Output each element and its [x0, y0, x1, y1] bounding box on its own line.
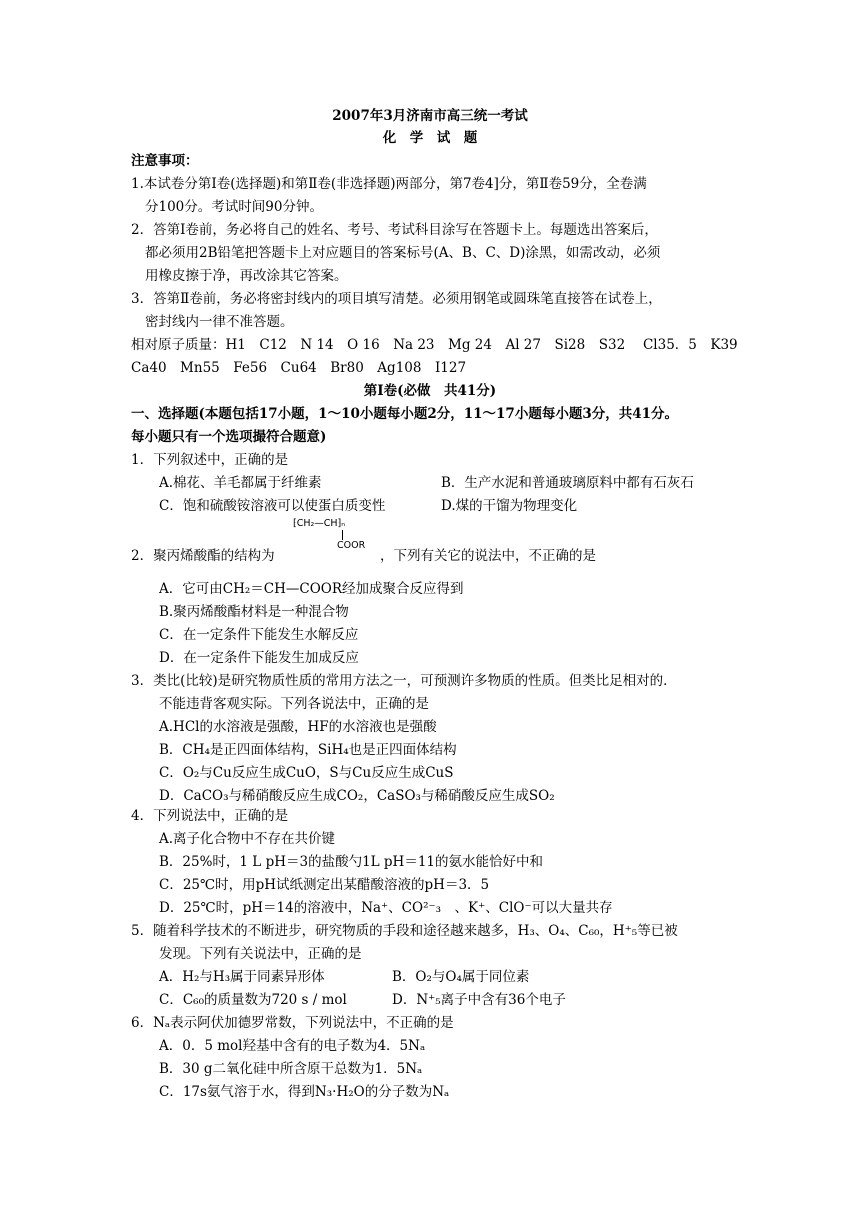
- question-3-stem-line-1: 3．类比(比较)是研究物质性质的常用方法之一，可预测许多物质的性质。但类比足相对的．: [131, 673, 677, 689]
- note-3-line-1: 3．答第Ⅱ卷前，务必将密封线内的项目填写清楚。必须用钢笔或圆珠笔直接答在试卷上，: [131, 291, 662, 307]
- question-1-option-d: D.煤的干馏为物理变化: [441, 498, 578, 514]
- question-3-option-d: D．CaCO₃与稀硝酸反应生成CO₂，CaSO₃与稀硝酸反应生成SO₂: [159, 788, 555, 804]
- question-4-stem: 4．下列说法中，正确的是: [131, 808, 289, 824]
- question-5-stem-line-1: 5．随着科学技术的不断进步，研究物质的手段和途径越来越多，H₃、O₄、C₆₀，H⁺₅等已被: [131, 923, 678, 939]
- notes-heading: 注意事项：: [131, 153, 199, 169]
- question-5-option-b: B．O₂与O₄属于同位素: [392, 969, 530, 985]
- question-1-option-c: C．饱和硫酸铵溶液可以使蛋白质变性: [159, 498, 386, 514]
- question-6-stem: 6．Nₐ表示阿伏加德罗常数，下列说法中，不正确的是: [131, 1015, 454, 1031]
- note-2-line-1: 2．答第Ⅰ卷前，务必将自己的姓名、考号、考试科目涂写在答题卡上。每题选出答案后，: [131, 222, 658, 238]
- question-4-option-b: B．25%时，1 L pH＝3的盐酸勺1L pH＝11的氨水能恰好中和: [159, 854, 544, 870]
- question-4-option-d: D．25℃时，pH＝14的溶液中，Na⁺、CO²⁻₃ 、K⁺、ClO⁻可以大量共存: [159, 900, 613, 916]
- note-2-line-2: 都必须用2B铅笔把答题卡上对应题目的答案标号(A、B、C、D)涂黑，如需改动，必须: [145, 245, 661, 261]
- question-3-option-c: C．O₂与Cu反应生成CuO，S与Cu反应生成CuS: [159, 765, 454, 781]
- formula-chain: ⁅CH₂—CH⁆ₙ: [293, 518, 346, 529]
- note-3-line-2: 密封线内一律不准答题。: [145, 314, 294, 330]
- atomic-mass-line-2: Ca40 Mn55 Fe56 Cu64 Br80 Ag108 I127: [131, 360, 467, 376]
- question-2-option-c: C．在一定条件下能发生水解反应: [159, 627, 359, 643]
- note-1-line-2: 分100分。考试时间90分钟。: [145, 199, 323, 215]
- question-3-option-b: B．CH₄是正四面体结构，SiH₄也是正四面体结构: [159, 742, 457, 758]
- question-6-option-a: A．0．5 mol羟基中含有的电子数为4．5Nₐ: [159, 1038, 426, 1054]
- exam-title: 2007年3月济南市高三统一考试: [332, 108, 528, 124]
- question-2-option-b: B.聚丙烯酸酯材料是一种混合物: [159, 604, 349, 620]
- question-6-option-b: B．30 g二氧化硅中所含原干总数为1．5Nₐ: [159, 1061, 423, 1077]
- question-2-stem-part-1: 2．聚丙烯酸酯的结构为: [131, 548, 275, 564]
- section-1-heading-line-1: 一、选择题(本题包括17小题，1～10小题每小题2分，11～17小题每小题3分，共41分。: [131, 406, 678, 422]
- question-6-option-c: C．17s氨气溶于水，得到N₃·H₂O的分子数为Nₐ: [159, 1084, 450, 1100]
- exam-subtitle: 化 学 试 题: [382, 130, 478, 146]
- note-2-line-3: 用橡皮擦于净，再改涂其它答案。: [145, 268, 348, 284]
- question-3-stem-line-2: 不能违背客观实际。下列各说法中，正确的是: [159, 696, 429, 712]
- polyacrylate-structure-formula: [293, 518, 373, 558]
- formula-group: COOR: [337, 540, 366, 551]
- question-2-stem-part-2: ，下列有关它的说法中，不正确的是: [380, 548, 596, 564]
- question-4-option-a: A.离子化合物中不存在共价键: [159, 831, 336, 847]
- question-2-option-a: A．它可由CH₂＝CH—COOR经加成聚合反应得到: [159, 581, 464, 597]
- question-5-stem-line-2: 发现。下列有关说法中，正确的是: [159, 946, 362, 962]
- question-1-stem: 1．下列叙述中，正确的是: [131, 452, 289, 468]
- question-5-option-d: D．N⁺₅离子中含有36个电子: [392, 992, 566, 1008]
- note-1-line-1: 1.本试卷分第Ⅰ卷(选择题)和第Ⅱ卷(非选择题)两部分，第7卷4]分，第Ⅱ卷59分，全卷满: [131, 176, 647, 192]
- formula-bond: [342, 530, 343, 540]
- question-3-option-a: A.HCl的水溶液是强酸，HF的水溶液也是强酸: [159, 719, 437, 735]
- section-1-title: 第Ⅰ卷(必做 共41分): [363, 383, 497, 399]
- question-2-option-d: D．在一定条件下能发生加成反应: [159, 650, 359, 666]
- question-5-option-a: A．H₂与H₃属于同素异形体: [159, 969, 325, 985]
- atomic-mass-line-1: 相对原子质量：H1 C12 N 14 O 16 Na 23 Mg 24 Al 27 Si28 S32 Cl35．5 K39: [131, 337, 738, 353]
- section-1-heading-line-2: 每小题只有一个选项撮符合题意): [131, 429, 327, 445]
- question-5-option-c: C．C₆₀的质量数为720 s / mol: [159, 992, 347, 1008]
- question-1-option-b: B．生产水泥和普通玻璃原料中都有石灰石: [441, 475, 694, 491]
- question-4-option-c: C．25℃时，用pH试纸测定出某醋酸溶液的pH＝3．5: [159, 877, 490, 893]
- question-1-option-a: A.棉花、羊毛都属于纤维素: [159, 475, 322, 491]
